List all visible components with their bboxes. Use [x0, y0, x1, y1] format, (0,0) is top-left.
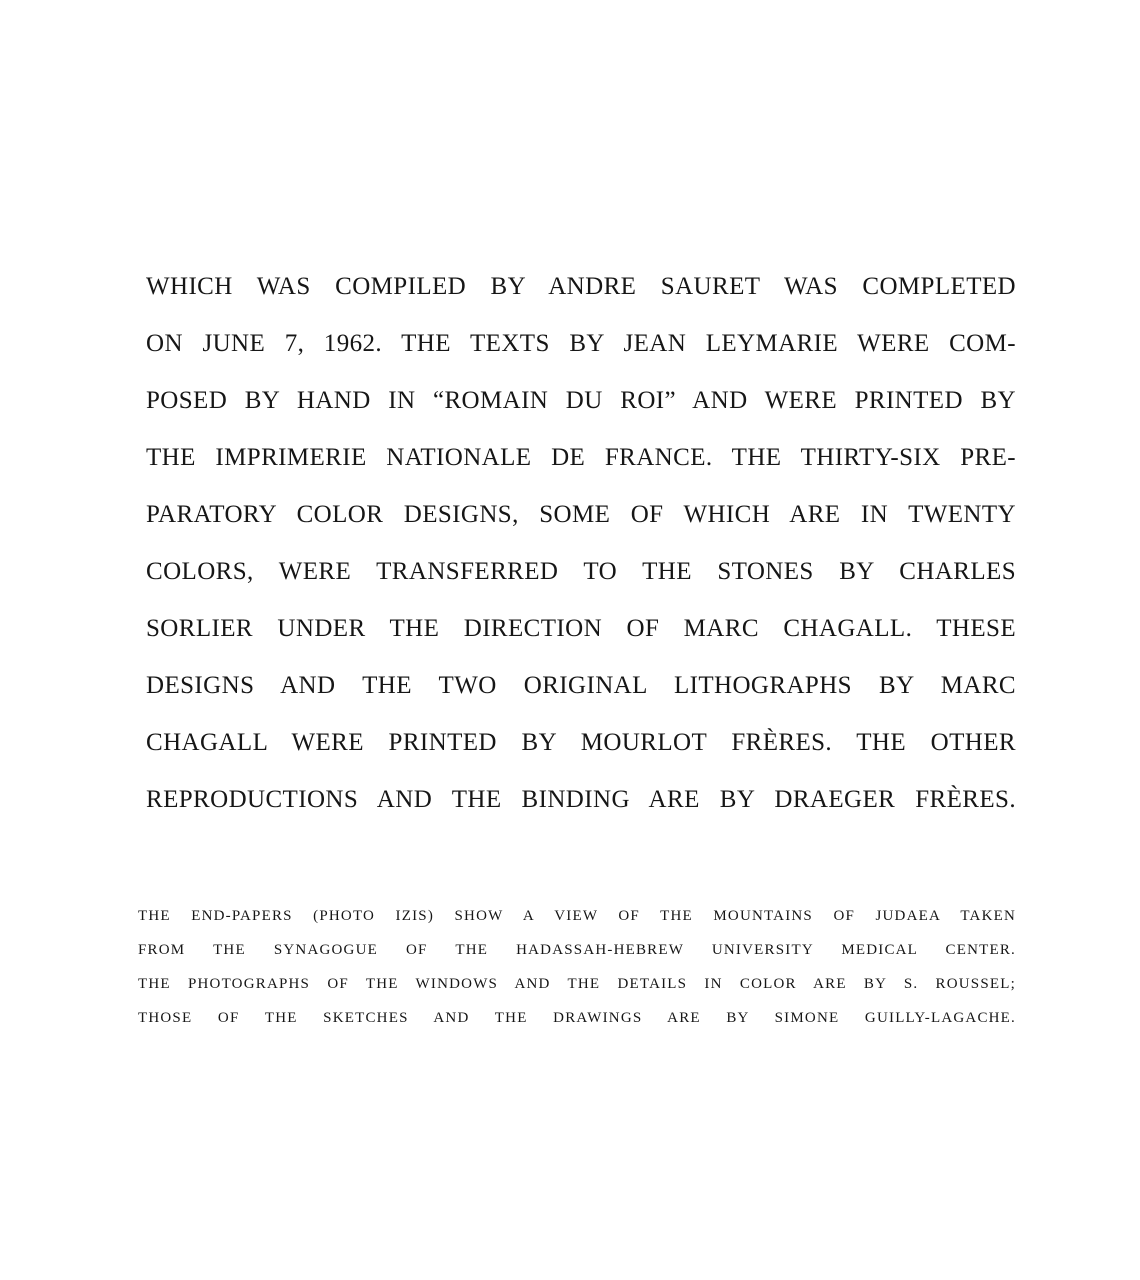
colophon-line: SORLIER UNDER THE DIRECTION OF MARC CHAGALL. THESE [146, 615, 1016, 642]
photo-credits-line: THE END-PAPERS (PHOTO IZIS) SHOW A VIEW OF THE MOUNTAINS OF JUDAEA TAKEN [138, 908, 1016, 924]
colophon-line: THE IMPRIMERIE NATIONALE DE FRANCE. THE THIRTY-SIX PRE- [146, 444, 1016, 471]
colophon-line: WHICH WAS COMPILED BY ANDRE SAURET WAS COMPLETED [146, 273, 1016, 300]
colophon-line: PARATORY COLOR DESIGNS, SOME OF WHICH ARE IN TWENTY [146, 501, 1016, 528]
photo-credits-line: THOSE OF THE SKETCHES AND THE DRAWINGS ARE BY SIMONE GUILLY-LAGACHE. [138, 1010, 1016, 1026]
colophon-line: ON JUNE 7, 1962. THE TEXTS BY JEAN LEYMARIE WERE COM- [146, 330, 1016, 357]
colophon-line: CHAGALL WERE PRINTED BY MOURLOT FRÈRES. THE OTHER [146, 729, 1016, 756]
photo-credits-line: THE PHOTOGRAPHS OF THE WINDOWS AND THE DETAILS IN COLOR ARE BY S. ROUSSEL; [138, 976, 1016, 992]
colophon-line: REPRODUCTIONS AND THE BINDING ARE BY DRAEGER FRÈRES. [146, 786, 1016, 813]
photo-credits-line: FROM THE SYNAGOGUE OF THE HADASSAH-HEBREW UNIVERSITY MEDICAL CENTER. [138, 942, 1016, 958]
colophon-line: DESIGNS AND THE TWO ORIGINAL LITHOGRAPHS BY MARC [146, 672, 1016, 699]
photo-credits-paragraph [138, 899, 1016, 1035]
colophon-main-paragraph [146, 258, 1016, 828]
colophon-line: POSED BY HAND IN “ROMAIN DU ROI” AND WERE PRINTED BY [146, 387, 1016, 414]
colophon-line: COLORS, WERE TRANSFERRED TO THE STONES BY CHARLES [146, 558, 1016, 585]
